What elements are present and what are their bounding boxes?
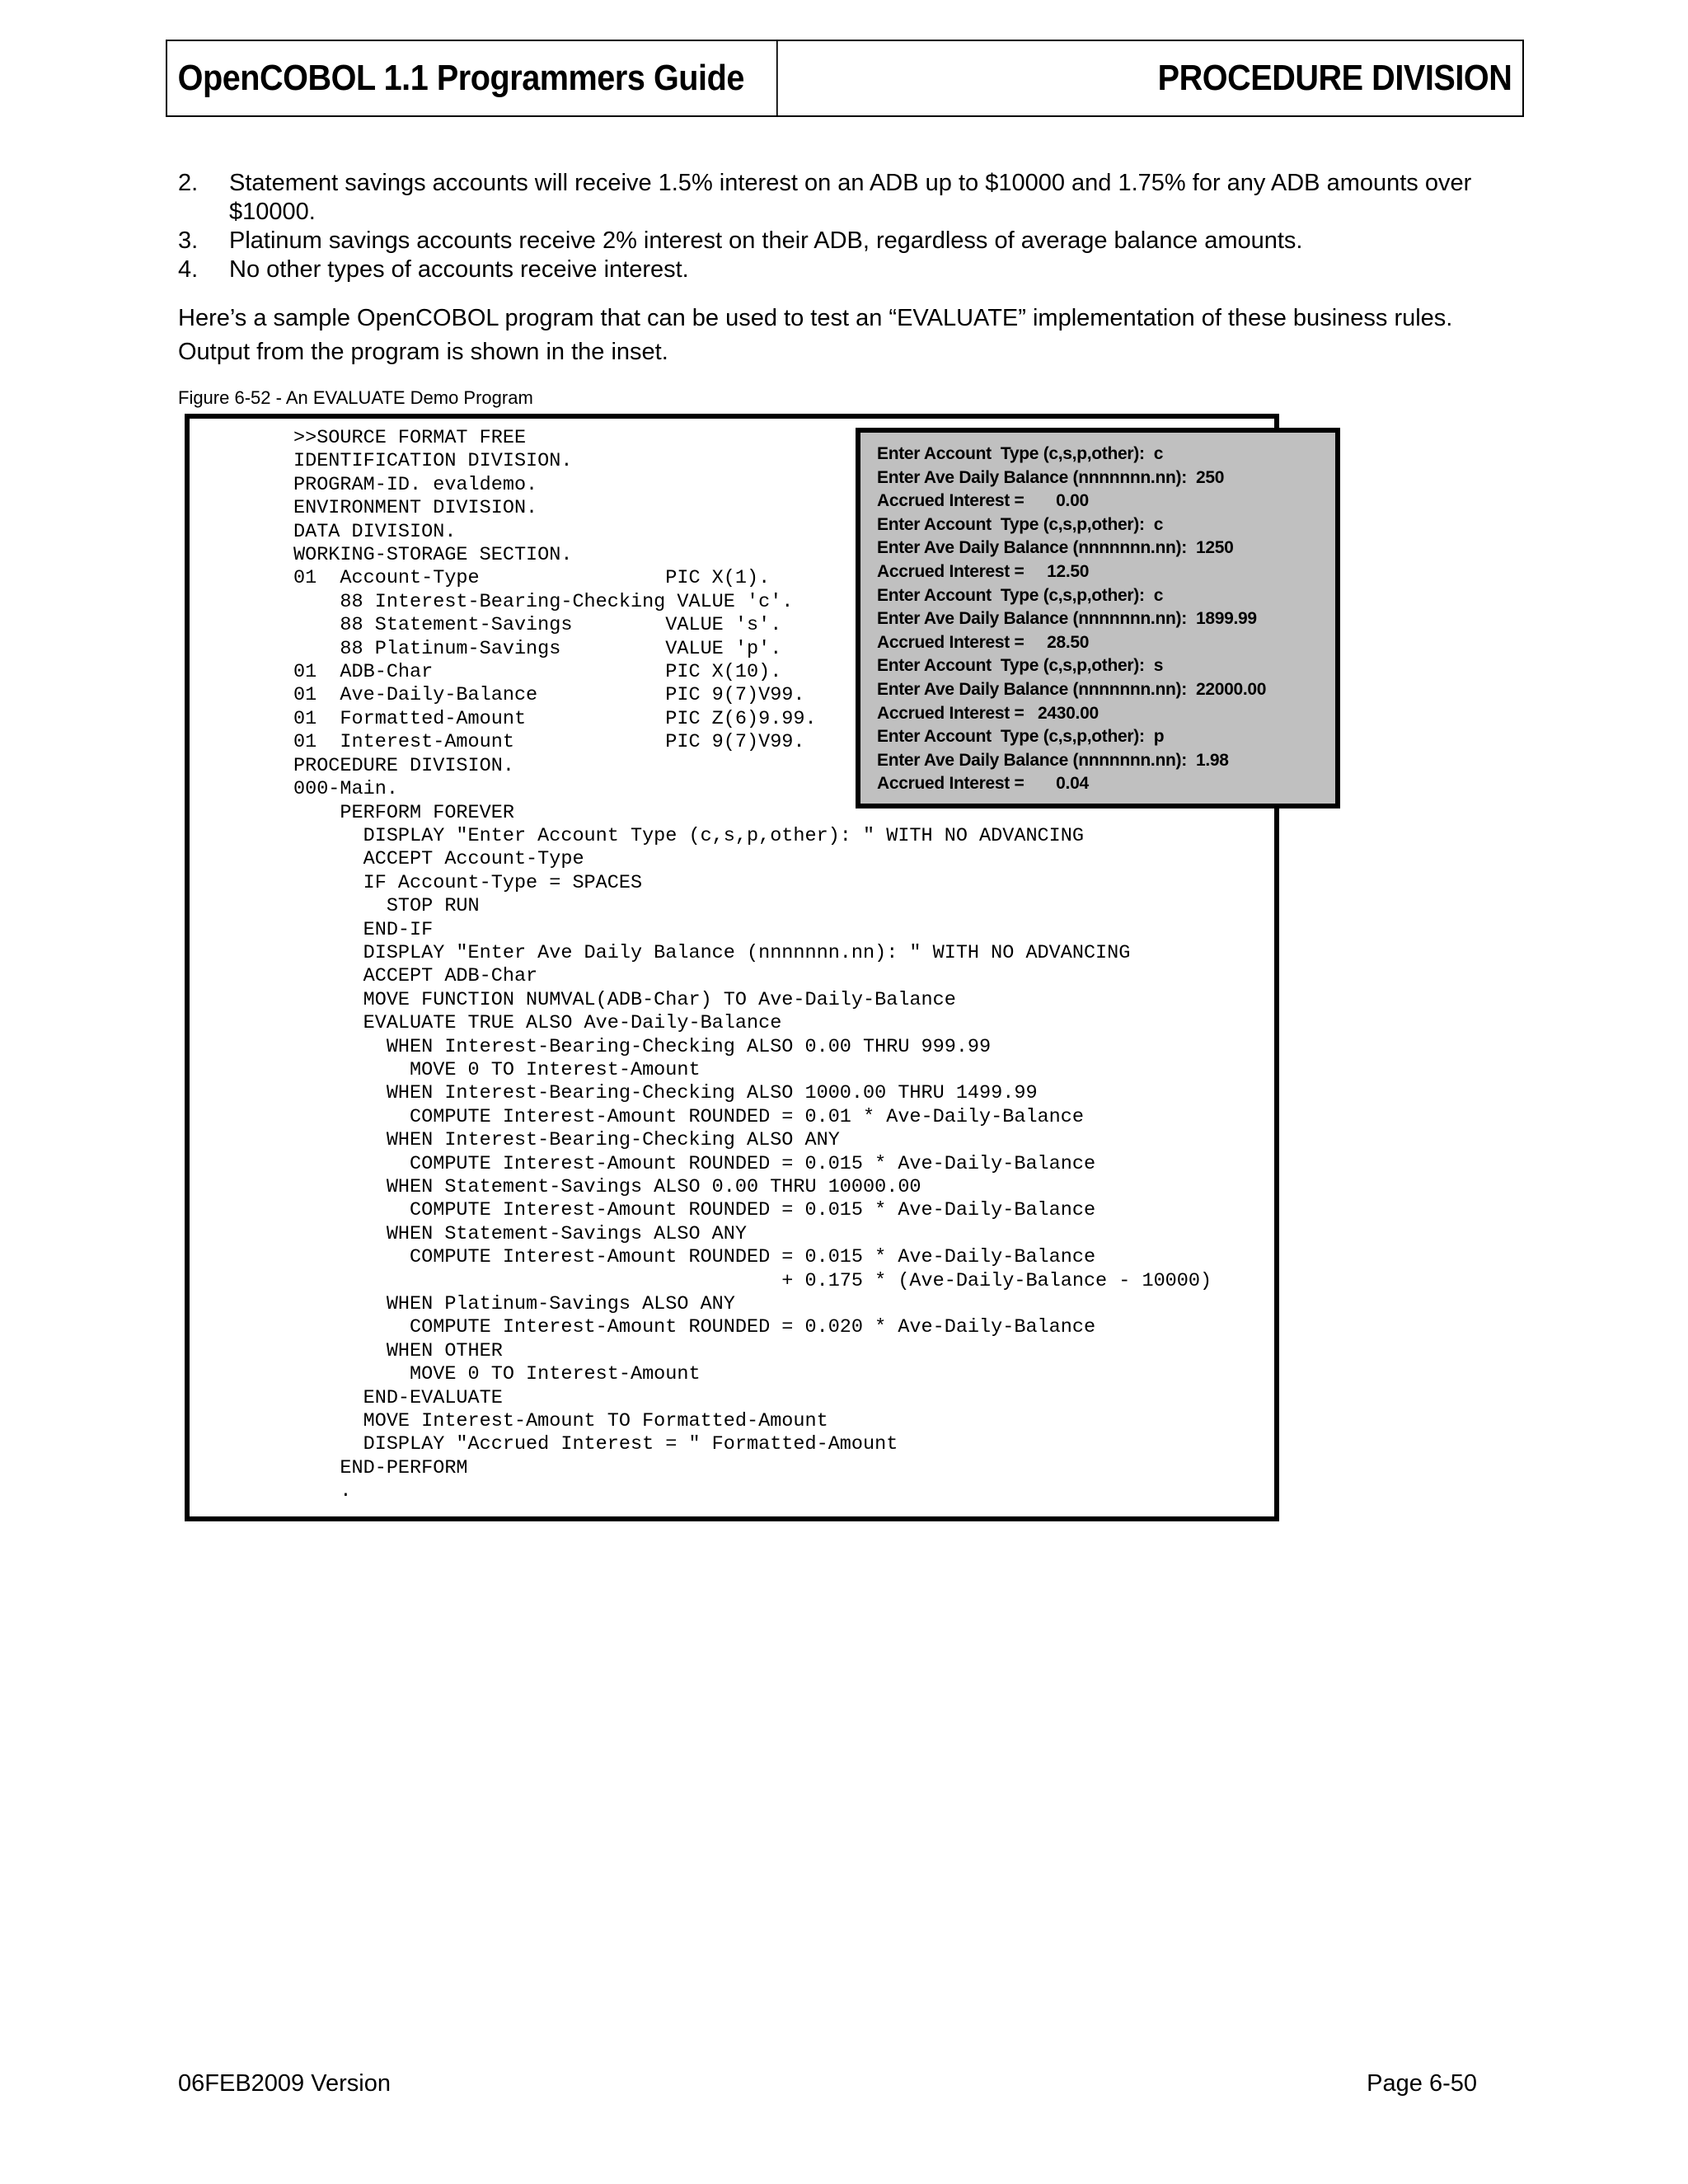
code-line: IDENTIFICATION DIVISION. bbox=[293, 450, 573, 473]
code-line: 01 Interest-Amount PIC 9(7)V99. bbox=[293, 731, 805, 754]
list-item-number: 4. bbox=[178, 256, 199, 283]
list-item-number: 3. bbox=[178, 227, 199, 254]
code-line: PROCEDURE DIVISION. bbox=[293, 754, 514, 777]
code-line: END-PERFORM bbox=[293, 1456, 468, 1479]
list-item-number: 2. bbox=[178, 170, 199, 196]
output-line: Enter Account Type (c,s,p,other): c bbox=[877, 444, 1164, 463]
output-line: Enter Account Type (c,s,p,other): c bbox=[877, 514, 1164, 534]
list-item bbox=[178, 227, 1497, 255]
code-line: STOP RUN bbox=[293, 895, 480, 918]
code-line: END-IF bbox=[293, 918, 434, 941]
code-line: WHEN Interest-Bearing-Checking ALSO 0.00 THRU 999.99 bbox=[293, 1035, 992, 1058]
code-line: WORKING-STORAGE SECTION. bbox=[293, 544, 573, 567]
output-line: Enter Account Type (c,s,p,other): c bbox=[877, 585, 1164, 605]
code-line: WHEN Platinum-Savings ALSO ANY bbox=[293, 1293, 735, 1316]
output-line: Enter Ave Daily Balance (nnnnnnn.nn): 22000.00 bbox=[877, 679, 1267, 699]
code-line: END-EVALUATE bbox=[293, 1386, 503, 1409]
page-header bbox=[166, 40, 1524, 117]
intro-paragraph: Here’s a sample OpenCOBOL program that can be used to test an “EVALUATE” implementation of these business rules. Output from the program is shown in the inset. bbox=[178, 305, 1453, 365]
output-line: Accrued Interest = 2430.00 bbox=[877, 703, 1099, 723]
code-line: DISPLAY "Accrued Interest = " Formatted-Amount bbox=[293, 1433, 898, 1456]
code-line: COMPUTE Interest-Amount ROUNDED = 0.020 * Ave-Daily-Balance bbox=[293, 1316, 1096, 1339]
code-line: DISPLAY "Enter Account Type (c,s,p,other): " WITH NO ADVANCING bbox=[293, 824, 1084, 847]
output-line: Enter Ave Daily Balance (nnnnnnn.nn): 1250 bbox=[877, 538, 1234, 558]
code-line: MOVE Interest-Amount TO Formatted-Amount bbox=[293, 1410, 828, 1433]
code-line: ACCEPT ADB-Char bbox=[293, 965, 538, 988]
guide-title: OpenCOBOL 1.1 Programmers Guide bbox=[167, 41, 778, 115]
list-item-text: Statement savings accounts will receive 1.5% interest on an ADB up to $10000 and 1.75% for any ADB amounts over $10000. bbox=[229, 170, 1472, 225]
list-item bbox=[178, 255, 1497, 284]
code-line: WHEN Interest-Bearing-Checking ALSO 1000.00 THRU 1499.99 bbox=[293, 1082, 1038, 1105]
code-line: 88 Platinum-Savings VALUE 'p'. bbox=[293, 637, 782, 660]
code-line: 000-Main. bbox=[293, 778, 398, 801]
code-line: 01 Ave-Daily-Balance PIC 9(7)V99. bbox=[293, 684, 805, 707]
output-line: Enter Ave Daily Balance (nnnnnnn.nn): 1.98 bbox=[877, 750, 1229, 770]
list-item-text: Platinum savings accounts receive 2% interest on their ADB, regardless of average balance amounts. bbox=[229, 227, 1303, 254]
section-title: PROCEDURE DIVISION bbox=[1157, 58, 1512, 98]
code-line: EVALUATE TRUE ALSO Ave-Daily-Balance bbox=[293, 1012, 782, 1035]
code-line: 88 Statement-Savings VALUE 's'. bbox=[293, 614, 782, 637]
code-line: PERFORM FOREVER bbox=[293, 801, 514, 824]
figure-caption: Figure 6-52 - An EVALUATE Demo Program bbox=[178, 387, 533, 408]
output-line: Accrued Interest = 0.04 bbox=[877, 774, 1089, 794]
code-line: ACCEPT Account-Type bbox=[293, 848, 584, 871]
output-line: Enter Ave Daily Balance (nnnnnnn.nn): 250 bbox=[877, 467, 1225, 487]
output-line: Accrued Interest = 12.50 bbox=[877, 561, 1090, 581]
code-line: 01 ADB-Char PIC X(10). bbox=[293, 661, 782, 684]
output-line: Accrued Interest = 0.00 bbox=[877, 491, 1089, 511]
code-line: WHEN Statement-Savings ALSO ANY bbox=[293, 1222, 747, 1245]
footer-page-number: Page 6-50 bbox=[1367, 2070, 1477, 2097]
output-line: Enter Ave Daily Balance (nnnnnnn.nn): 1899.99 bbox=[877, 609, 1257, 629]
code-line: 88 Interest-Bearing-Checking VALUE 'c'. bbox=[293, 590, 794, 613]
code-line: . bbox=[293, 1480, 352, 1503]
code-line: PROGRAM-ID. evaldemo. bbox=[293, 473, 538, 496]
output-line: Enter Account Type (c,s,p,other): p bbox=[877, 727, 1165, 747]
code-line: COMPUTE Interest-Amount ROUNDED = 0.015 * Ave-Daily-Balance bbox=[293, 1152, 1096, 1175]
list-item bbox=[178, 169, 1497, 227]
code-line: DATA DIVISION. bbox=[293, 520, 457, 543]
code-line: MOVE FUNCTION NUMVAL(ADB-Char) TO Ave-Daily-Balance bbox=[293, 988, 956, 1011]
code-line: ENVIRONMENT DIVISION. bbox=[293, 497, 538, 520]
business-rules-list bbox=[178, 169, 1497, 284]
code-line: + 0.175 * (Ave-Daily-Balance - 10000) bbox=[293, 1269, 1212, 1292]
program-output-inset bbox=[856, 428, 1340, 808]
footer-version: 06FEB2009 Version bbox=[178, 2070, 391, 2097]
list-item-text: No other types of accounts receive interest. bbox=[229, 256, 689, 283]
output-line: Enter Account Type (c,s,p,other): s bbox=[877, 656, 1164, 676]
code-line: MOVE 0 TO Interest-Amount bbox=[293, 1363, 701, 1386]
code-line: WHEN Interest-Bearing-Checking ALSO ANY bbox=[293, 1129, 840, 1152]
code-line: DISPLAY "Enter Ave Daily Balance (nnnnnnn.nn): " WITH NO ADVANCING bbox=[293, 941, 1131, 964]
code-line: COMPUTE Interest-Amount ROUNDED = 0.015 * Ave-Daily-Balance bbox=[293, 1199, 1096, 1222]
code-line: WHEN Statement-Savings ALSO 0.00 THRU 10000.00 bbox=[293, 1176, 921, 1198]
code-line: >>SOURCE FORMAT FREE bbox=[293, 427, 527, 449]
code-line: 01 Formatted-Amount PIC Z(6)9.99. bbox=[293, 707, 817, 730]
output-line: Accrued Interest = 28.50 bbox=[877, 632, 1090, 652]
code-line: 01 Account-Type PIC X(1). bbox=[293, 567, 771, 590]
code-line: WHEN OTHER bbox=[293, 1339, 503, 1362]
code-line: COMPUTE Interest-Amount ROUNDED = 0.015 * Ave-Daily-Balance bbox=[293, 1246, 1096, 1269]
code-line: MOVE 0 TO Interest-Amount bbox=[293, 1058, 701, 1081]
code-line: IF Account-Type = SPACES bbox=[293, 871, 643, 894]
code-line: COMPUTE Interest-Amount ROUNDED = 0.01 * Ave-Daily-Balance bbox=[293, 1105, 1084, 1128]
